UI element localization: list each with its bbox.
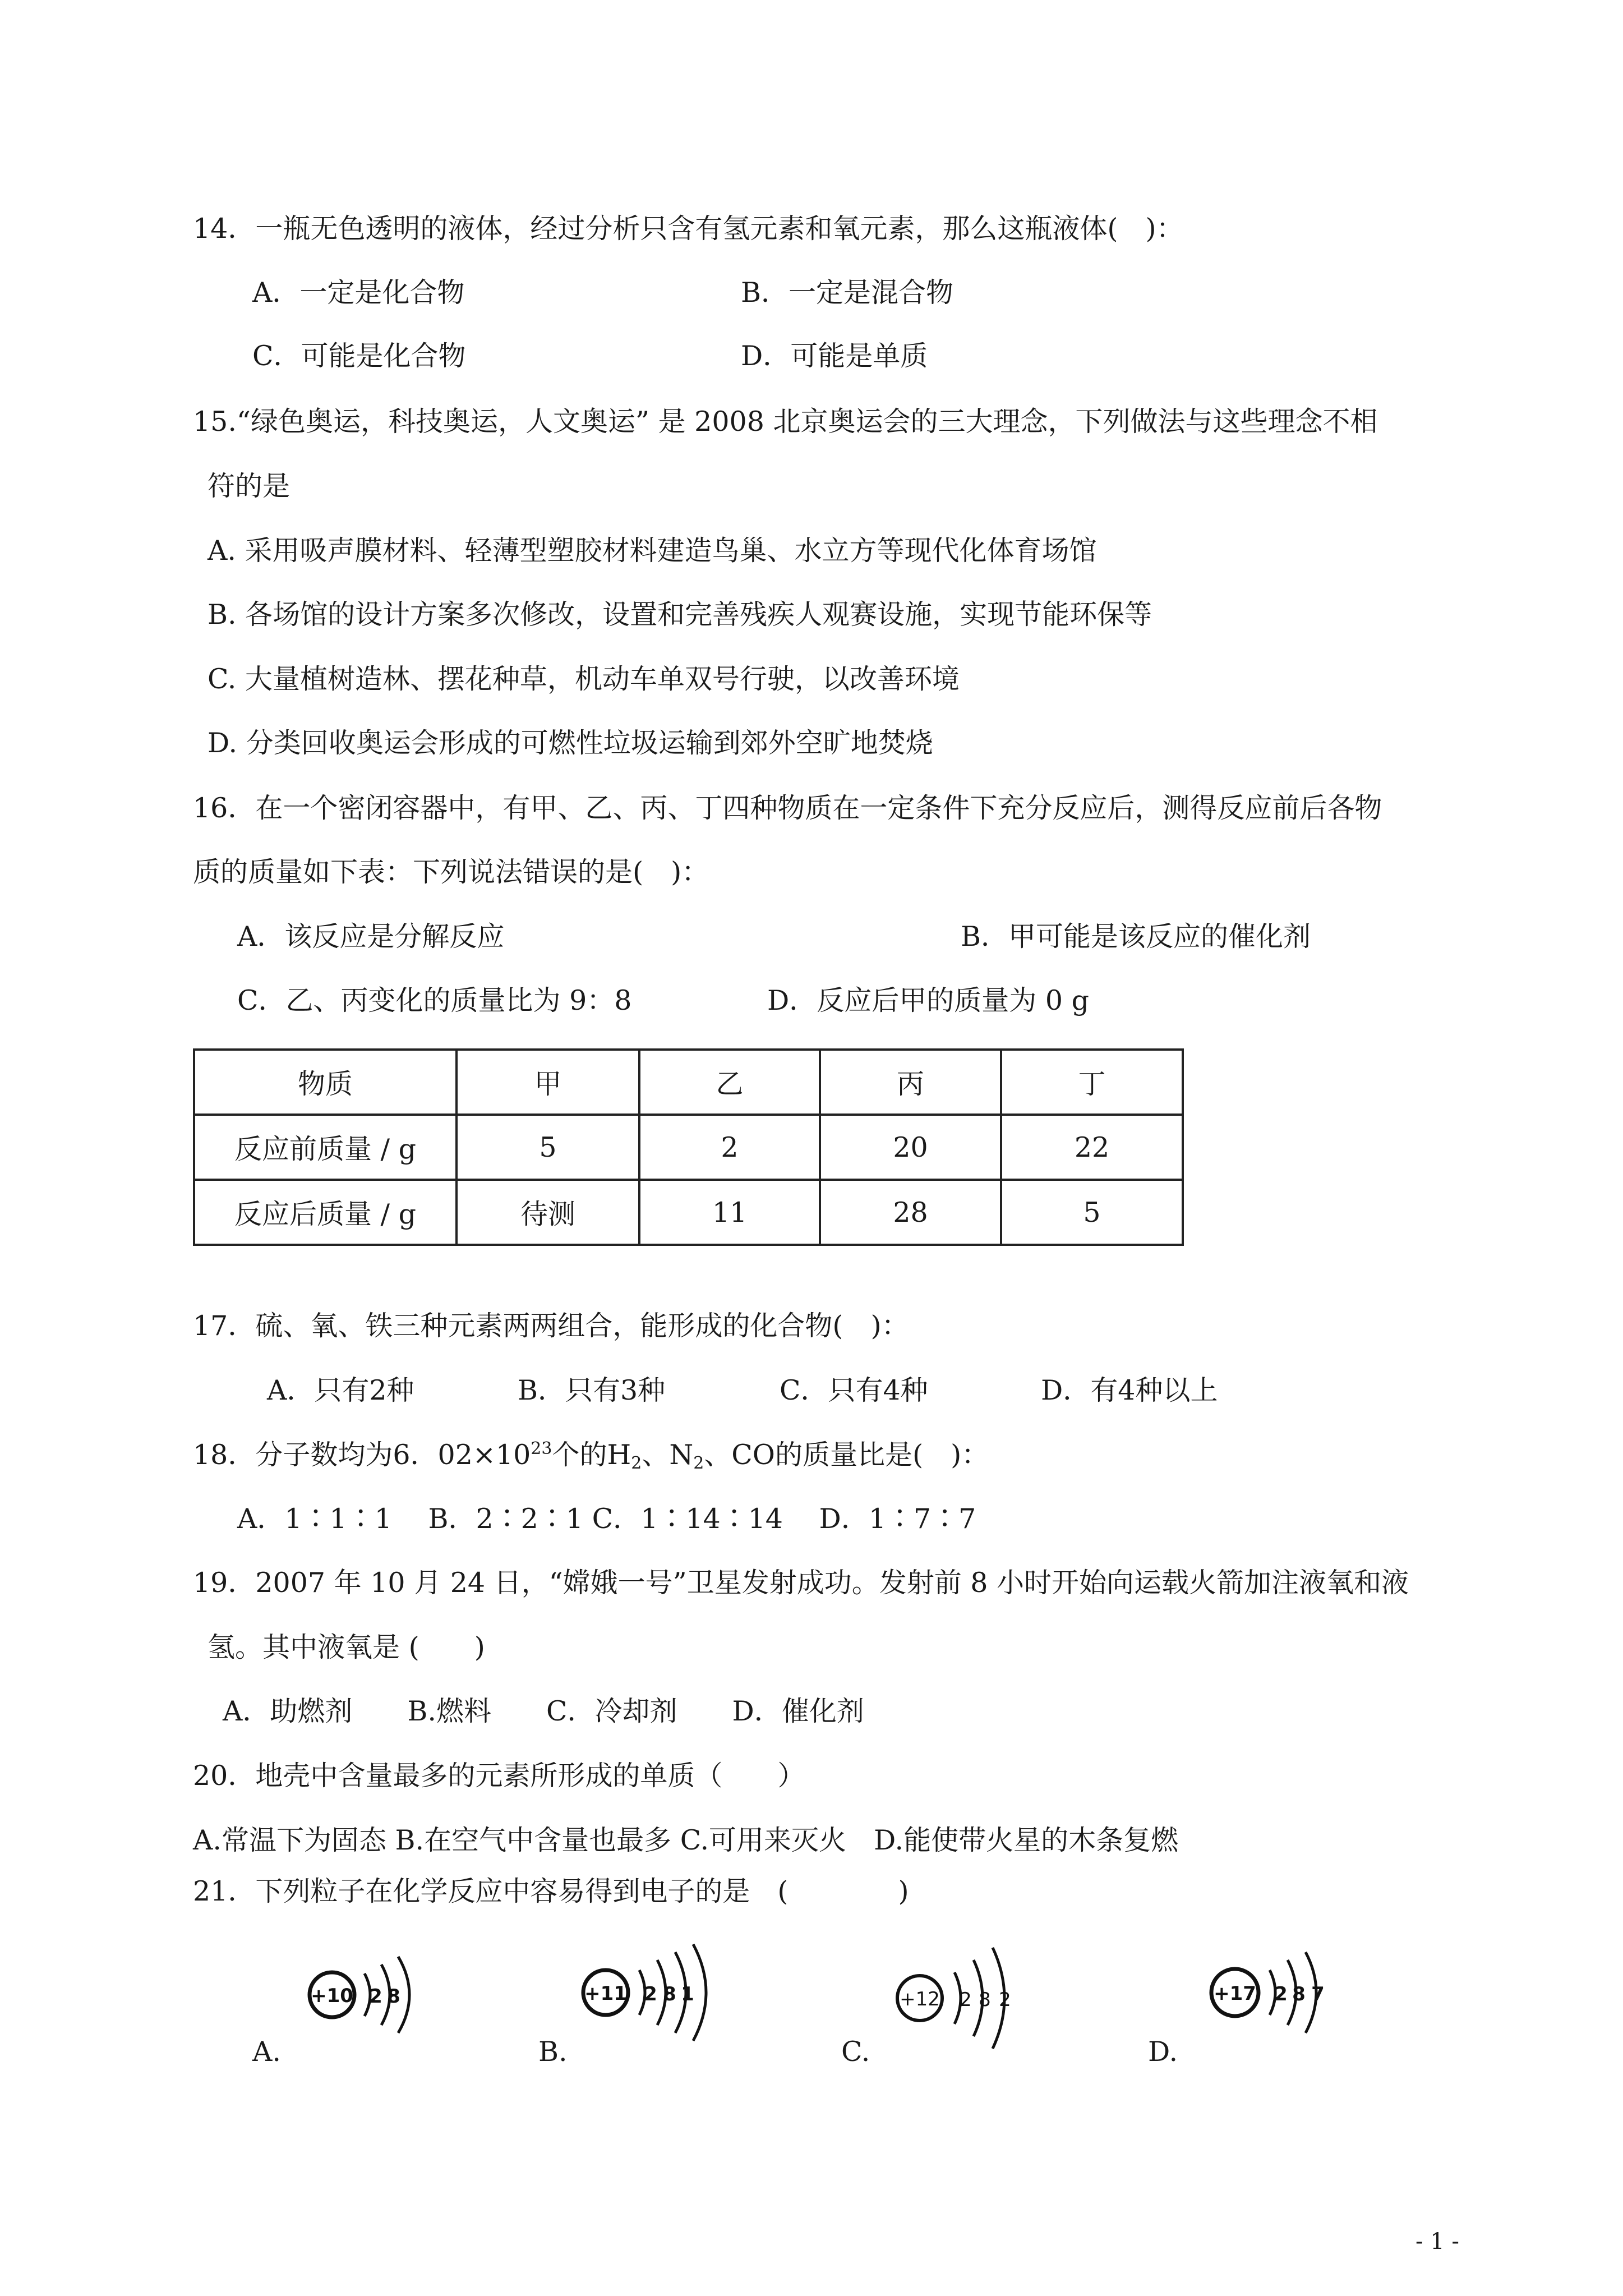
- q21-option-b-label: B.: [538, 2036, 568, 2068]
- electron-count: 8: [387, 1985, 400, 2008]
- q14-option-d: D．可能是单质: [741, 340, 928, 372]
- table-cell: 反应前质量 / g: [194, 1115, 457, 1180]
- page-number: - 1 -: [1415, 2229, 1459, 2254]
- q17-option-a: A．只有2种: [267, 1374, 414, 1406]
- table-row: [194, 1180, 1183, 1245]
- q15-option-c: C. 大量植树造林、摆花种草，机动车单双号行驶，以改善环境: [208, 663, 960, 695]
- q17-option-b: B．只有3种: [518, 1374, 666, 1406]
- electron-count: 2: [644, 1983, 657, 2005]
- table-cell: 11: [639, 1180, 820, 1245]
- q18-stem-post: 、CO的质量比是( )：: [704, 1439, 989, 1471]
- q16-option-a: A．该反应是分解反应: [237, 921, 505, 953]
- q18-stem-mid2: 、N: [642, 1439, 694, 1471]
- electron-count: 1: [681, 1983, 694, 2005]
- atom-diagram-d: [1206, 1936, 1374, 2051]
- q15-stem-line2: 符的是: [208, 470, 291, 502]
- q20-stem: 20．地壳中含量最多的元素所形成的单质（ ）: [193, 1760, 805, 1792]
- table-cell: 22: [1001, 1115, 1183, 1180]
- q17-option-c: C．只有4种: [780, 1374, 928, 1406]
- table-header-cell: 丁: [1001, 1050, 1183, 1115]
- q18-stem: [193, 1441, 989, 1472]
- q19-stem-line2: 氢。其中液氧是 ( ): [208, 1631, 485, 1663]
- q20-options: A.常温下为固态 B.在空气中含量也最多 C.可用来灭火 D.能使带火星的木条复燃: [193, 1824, 1179, 1856]
- q16-option-d: D．反应后甲的质量为 0 g: [767, 984, 1089, 1016]
- q14-option-c: C．可能是化合物: [252, 340, 466, 372]
- atom-structure-icon: [578, 1936, 746, 2049]
- nucleus-charge: +12: [900, 1988, 940, 2010]
- atom-diagram-c: [892, 1936, 1060, 2068]
- table-cell: 5: [1001, 1180, 1183, 1245]
- table-header-cell: 丙: [820, 1050, 1001, 1115]
- electron-count: 2: [999, 1989, 1011, 2011]
- atom-diagram-b: [578, 1936, 746, 2051]
- q21-stem: 21．下列粒子在化学反应中容易得到电子的是 ( ): [193, 1875, 909, 1907]
- q16-stem-line1: 16．在一个密闭容器中，有甲、乙、丙、丁四种物质在一定条件下充分反应后，测得反应前后各物: [193, 792, 1382, 824]
- atom-structure-icon: [892, 1936, 1060, 2065]
- q15-option-b: B. 各场馆的设计方案多次修改，设置和完善残疾人观赛设施，实现节能环保等: [208, 599, 1152, 631]
- q15-stem-line1: 15.“绿色奥运，科技奥运，人文奥运” 是 2008 北京奥运会的三大理念，下列做法与这些理念不相: [193, 406, 1378, 438]
- q18-subscript-n: 2: [693, 1453, 704, 1473]
- electron-count: 2: [1274, 1983, 1288, 2005]
- atom-structure-icon: [304, 1944, 450, 2045]
- q14-option-a: A．一定是化合物: [252, 277, 465, 309]
- electron-count: 8: [979, 1989, 991, 2011]
- q21-option-d-label: D.: [1148, 2036, 1178, 2068]
- table-row: [194, 1115, 1183, 1180]
- electron-count: 8: [663, 1983, 676, 2005]
- q21-option-c-label: C.: [841, 2036, 870, 2068]
- table-cell: 28: [820, 1180, 1001, 1245]
- q15-option-a: A. 采用吸声膜材料、轻薄型塑胶材料建造鸟巢、水立方等现代化体育场馆: [208, 535, 1097, 567]
- table-cell: 5: [457, 1115, 639, 1180]
- nucleus-charge: +11: [584, 1982, 627, 2005]
- q18-options: A．1∶1∶1 B．2∶2∶1 C．1∶14∶14 D．1∶7∶7: [237, 1503, 976, 1535]
- q16-mass-table: [193, 1048, 1184, 1246]
- q21-option-a-label: A.: [252, 2036, 281, 2068]
- q17-stem: 17．硫、氧、铁三种元素两两组合，能形成的化合物( )：: [193, 1310, 909, 1342]
- table-cell: 待测: [457, 1180, 639, 1245]
- q14-stem: 14．一瓶无色透明的液体，经过分析只含有氢元素和氧元素，那么这瓶液体( )：: [193, 213, 1184, 245]
- nucleus-charge: +10: [311, 1985, 353, 2007]
- q16-stem-line2: 质的质量如下表：下列说法错误的是( )：: [193, 856, 709, 888]
- q17-option-d: D．有4种以上: [1041, 1374, 1218, 1406]
- q16-option-c: C．乙、丙变化的质量比为 9：8: [237, 984, 632, 1016]
- q18-exponent: 23: [531, 1439, 552, 1458]
- electron-count: 2: [960, 1989, 972, 2011]
- atom-diagram-a: [304, 1944, 450, 2047]
- electron-count: 7: [1311, 1983, 1325, 2005]
- q14-option-b: B．一定是混合物: [741, 277, 954, 309]
- table-header-cell: 物质: [194, 1050, 457, 1115]
- q15-option-d: D. 分类回收奥运会形成的可燃性垃圾运输到郊外空旷地焚烧: [208, 727, 933, 759]
- q18-subscript-h: 2: [631, 1453, 642, 1473]
- q19-stem-line1: 19．2007 年 10 月 24 日，“嫦娥一号”卫星发射成功。发射前 8 小时开始向运载火箭加注液氧和液: [193, 1567, 1409, 1599]
- electron-count: 8: [1292, 1983, 1306, 2005]
- q16-option-b: B．甲可能是该反应的催化剂: [961, 921, 1311, 953]
- electron-count: 2: [369, 1985, 382, 2008]
- table-cell: 2: [639, 1115, 820, 1180]
- table-header-cell: 乙: [639, 1050, 820, 1115]
- atom-structure-icon: [1206, 1936, 1374, 2049]
- nucleus-charge: +17: [1214, 1982, 1256, 2005]
- table-cell: 反应后质量 / g: [194, 1180, 457, 1245]
- table-header-row: [194, 1050, 1183, 1115]
- table-cell: 20: [820, 1115, 1001, 1180]
- q18-stem-pre: 18．分子数均为6．02×10: [193, 1439, 531, 1471]
- table-header-cell: 甲: [457, 1050, 639, 1115]
- q19-options: A．助燃剂 B.燃料 C．冷却剂 D．催化剂: [223, 1695, 864, 1727]
- q18-stem-mid1: 个的H: [552, 1439, 631, 1471]
